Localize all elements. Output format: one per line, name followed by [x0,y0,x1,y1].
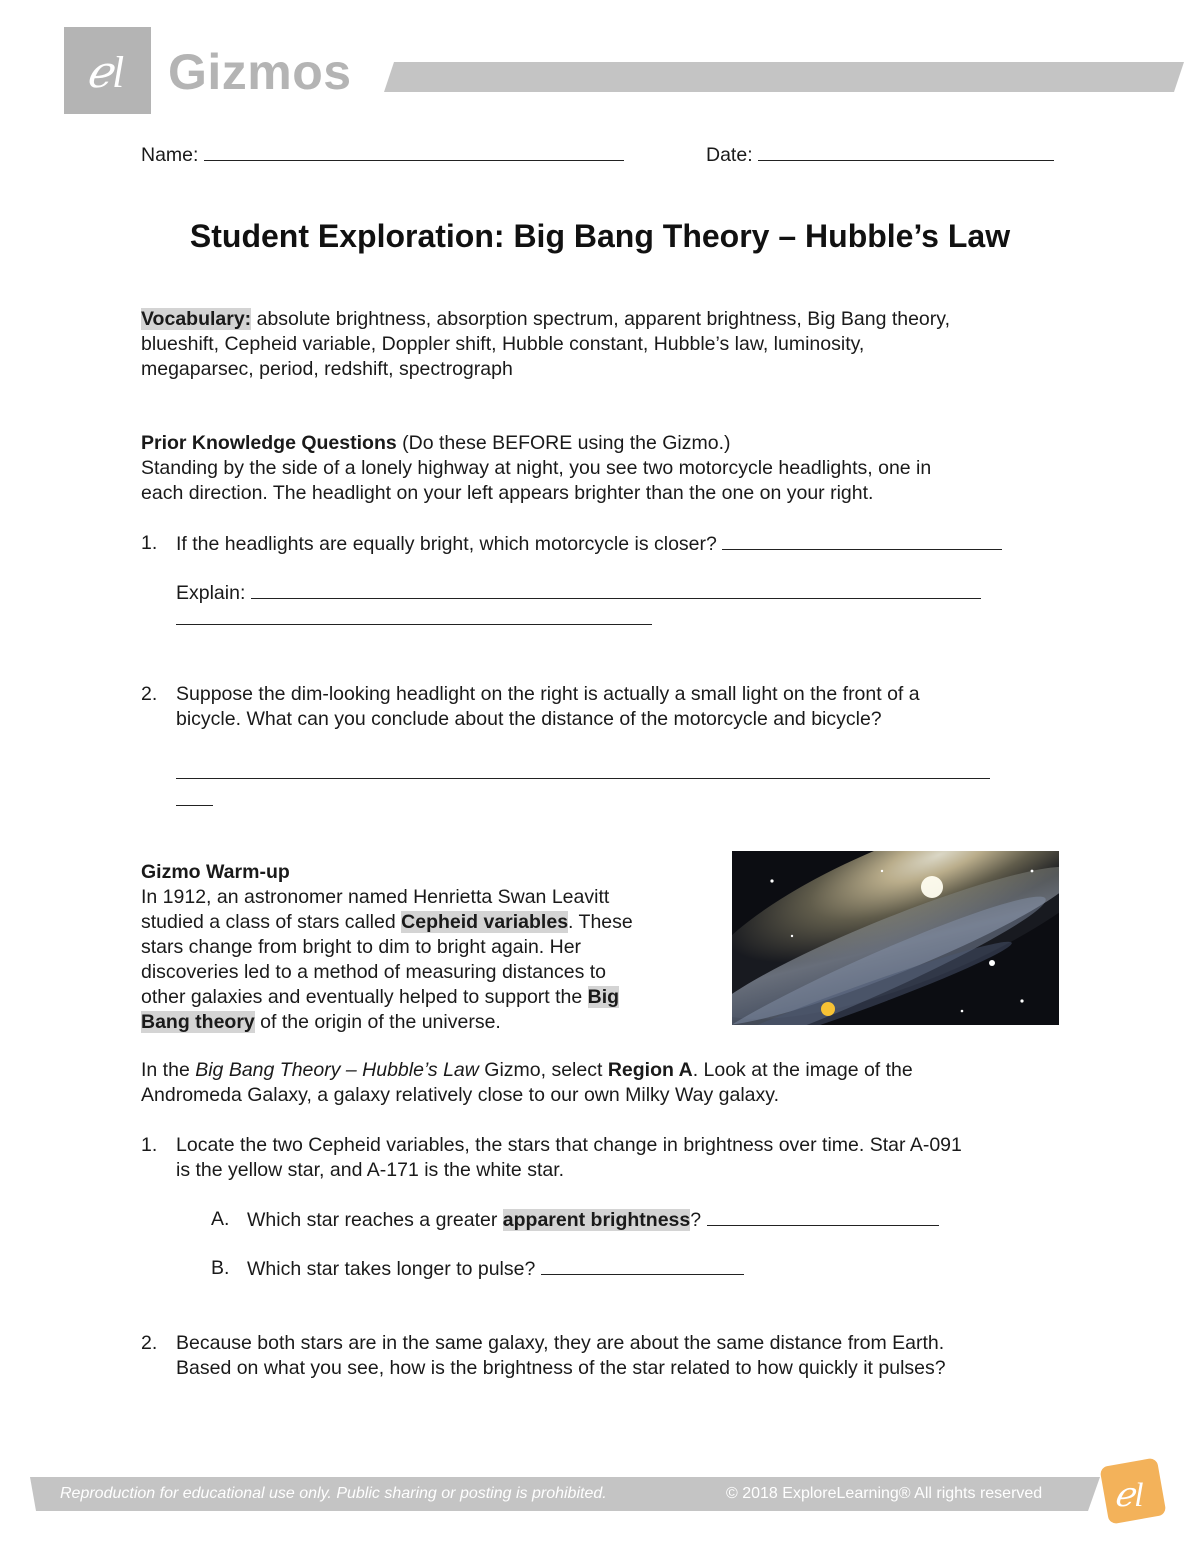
warmup-p1-line6b: of the origin of the universe. [254,1011,501,1033]
page-title: Student Exploration: Big Bang Theory – Hubble’s Law [189,218,1011,254]
warmup-p1-line2a: studied a class of stars called [141,911,402,933]
warmup-p1-line1: In 1912, an astronomer named Henrietta Swan Leavitt [141,886,610,908]
andromeda-galaxy-image [732,851,1059,1025]
vocabulary-label: Vocabulary: [141,308,252,330]
pk-q2-answer-line1[interactable] [176,760,990,779]
warmup-q1-line1: Locate the two Cepheid variables, the stars that change in brightness over time. Star A-091 [176,1134,962,1156]
warmup-q1b [247,1256,1067,1282]
explorelearning-el-logo-icon [78,41,138,101]
gizmo-name: Big Bang Theory – Hubble’s Law [195,1059,479,1081]
warmup-q2 [176,1331,1076,1381]
region-a-term: Region A [607,1059,693,1081]
warmup-p2 [141,1058,1081,1108]
warmup-q1a-text-b: ? [690,1209,702,1231]
prior-knowledge-note: (Do these BEFORE using the Gizmo.) [402,432,731,454]
prior-knowledge-heading: Prior Knowledge Questions [141,432,397,454]
vocabulary-terms: absolute brightness, absorption spectrum, apparent brightness, Big Bang theory, [256,308,950,330]
date-field[interactable] [706,142,1054,168]
pk-q1-answer-line[interactable] [722,531,1002,550]
apparent-brightness-term: apparent brightness [502,1209,691,1231]
warmup-p1-line3: stars change from bright to dim to bright again. Her [141,936,582,958]
warmup-heading: Gizmo Warm-up [141,861,290,883]
warmup-q2-number: 2. [141,1332,158,1354]
warmup-q1-line2: is the yellow star, and A-171 is the white star. [176,1159,565,1181]
name-field[interactable] [141,142,624,168]
name-label: Name: [141,144,199,166]
footer-copyright: © 2018 ExploreLearning® All rights reserved [726,1485,1043,1502]
pk-q1 [176,531,1076,557]
pk-explain [176,580,1056,606]
warmup-p1-line4: discoveries led to a method of measuring distances to [141,961,607,983]
warmup-q1a-label: A. [211,1208,230,1230]
svg-text:ℯl: ℯl [1114,1477,1144,1514]
pk-explain-label: Explain: [176,582,246,604]
footer-disclaimer: Reproduction for educational use only. Public sharing or posting is prohibited. [60,1485,607,1502]
warmup-p2-a: In the [141,1059,196,1081]
warmup-p2-line2: Andromeda Galaxy, a galaxy relatively close to our own Milky Way galaxy. [141,1084,779,1106]
gizmos-logo [64,27,151,114]
warmup-p1-line2b: . These [568,911,633,933]
big-bang-term-part2: Bang theory [141,1011,255,1033]
date-line[interactable] [758,142,1054,161]
warmup-q2-line2: Based on what you see, how is the brightness of the star related to how quickly it pulses? [176,1357,946,1379]
warmup-q1b-answer-line[interactable] [541,1256,744,1275]
pk-q2 [176,682,1076,732]
brand-name: Gizmos [168,44,352,100]
warmup-p1-line5a: other galaxies and eventually helped to support the [141,986,588,1008]
pk-q2-line1: Suppose the dim-looking headlight on the right is actually a small light on the front of a [176,683,920,705]
warmup-q1a-answer-line[interactable] [707,1207,939,1226]
warmup-q1b-text: Which star takes longer to pulse? [247,1258,536,1280]
name-line[interactable] [204,142,624,161]
pk-q2-answer-line2[interactable] [176,787,213,806]
explorelearning-footer-logo-icon [1094,1452,1172,1530]
date-label: Date: [706,144,753,166]
warmup-q1-number: 1. [141,1134,158,1156]
pk-q1-text: If the headlights are equally bright, which motorcycle is closer? [176,533,717,555]
warmup-section [141,860,701,1035]
vocabulary [141,307,1071,382]
warmup-p2-c: . Look at the image of the [692,1059,913,1081]
big-bang-term-part1: Big [587,986,620,1008]
header-bar [384,62,1184,92]
prior-knowledge-intro-line2: each direction. The headlight on your left appears brighter than the one on your right. [141,482,874,504]
svg-text:ℯl: ℯl [85,47,124,97]
pk-q2-number: 2. [141,683,158,705]
pk-q1-number: 1. [141,532,158,554]
pk-explain-line2[interactable] [176,606,652,625]
warmup-q1a-text-a: Which star reaches a greater [247,1209,503,1231]
pk-explain-line1[interactable] [251,580,981,599]
warmup-q1 [176,1133,1076,1183]
pk-q2-line2: bicycle. What can you conclude about the distance of the motorcycle and bicycle? [176,708,882,730]
vocabulary-terms-line2: blueshift, Cepheid variable, Doppler shift, Hubble constant, Hubble’s law, luminosity, [141,333,865,355]
warmup-q2-line1: Because both stars are in the same galaxy, they are about the same distance from Earth. [176,1332,945,1354]
prior-knowledge-intro-line1: Standing by the side of a lonely highway at night, you see two motorcycle headlights, one in [141,457,932,479]
warmup-q1a [247,1207,1067,1233]
warmup-q1b-label: B. [211,1257,230,1279]
cepheid-variables-term: Cepheid variables [401,911,569,933]
warmup-p2-b: Gizmo, select [478,1059,608,1081]
prior-knowledge-section [141,431,1081,506]
vocabulary-terms-line3: megaparsec, period, redshift, spectrograph [141,358,513,380]
